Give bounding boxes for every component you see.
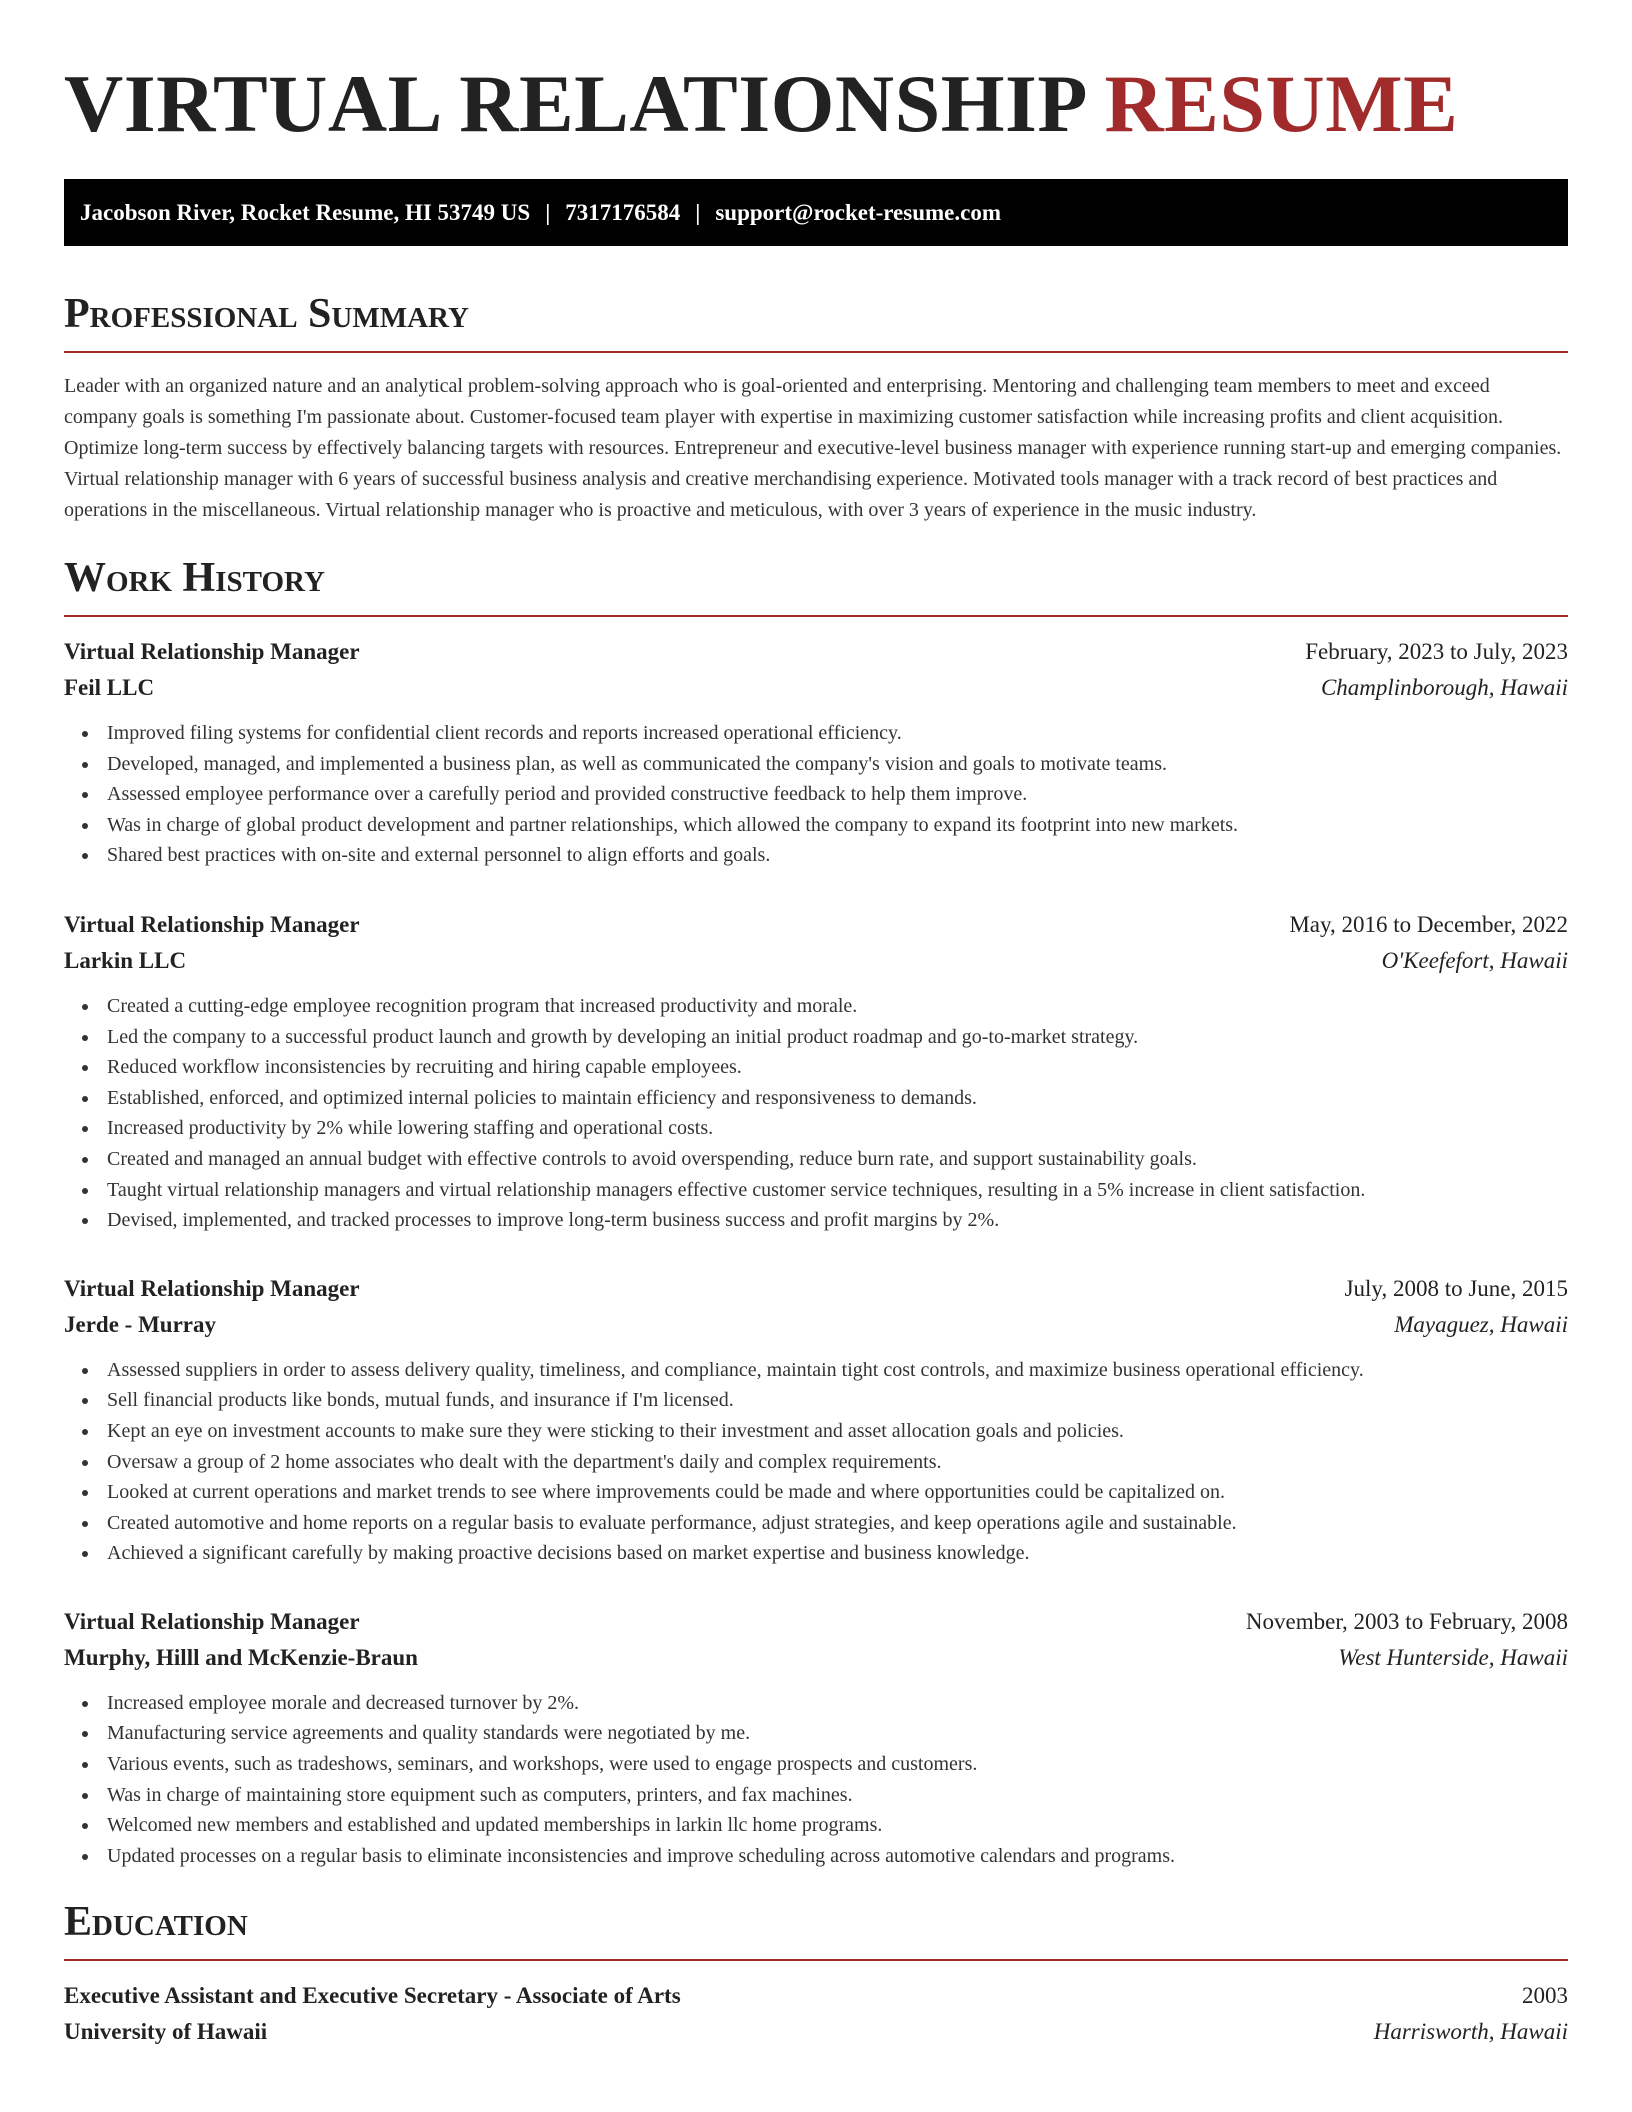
title-main: VIRTUAL RELATIONSHIP (64, 58, 1084, 149)
job-bullet: Welcomed new members and established and updated memberships in larkin llc home programs. (64, 1810, 1568, 1841)
job-bullet: Developed, managed, and implemented a business plan, as well as communicated the company's vision and goals to motivate teams. (64, 749, 1568, 780)
job-bullet: Increased productivity by 2% while lowering staffing and operational costs. (64, 1113, 1568, 1144)
job-bullet: Looked at current operations and market trends to see where improvements could be made and where opportunities could be capitalized on. (64, 1477, 1568, 1508)
job-bullet: Shared best practices with on-site and external personnel to align efforts and goals. (64, 840, 1568, 871)
job-title: Virtual Relationship Manager (64, 1275, 360, 1301)
job-bullet: Updated processes on a regular basis to eliminate inconsistencies and improve scheduling across automotive calendars and programs. (64, 1841, 1568, 1872)
job-bullet: Led the company to a successful product launch and growth by developing an initial product roadmap and go-to-market strategy. (64, 1022, 1568, 1053)
job-dates: July, 2008 to June, 2015 (1344, 1275, 1568, 1301)
job-bullet: Oversaw a group of 2 home associates who dealt with the department's daily and complex requirements. (64, 1447, 1568, 1478)
job-company: Larkin LLC (64, 947, 187, 973)
job-bullet-list (64, 1688, 1568, 1872)
job-company-row (64, 1307, 1568, 1343)
contact-address: Jacobson River, Rocket Resume, HI 53749 US (80, 199, 531, 225)
contact-phone: 7317176584 (565, 199, 681, 225)
education-location: Harrisworth, Hawaii (1373, 2019, 1568, 2045)
job-bullet: Kept an eye on investment accounts to make sure they were sticking to their investment and asset allocation goals and policies. (64, 1416, 1568, 1447)
job-bullet: Created automotive and home reports on a regular basis to evaluate performance, adjust strategies, and keep operations agile and sustainable. (64, 1508, 1568, 1539)
section-divider (64, 351, 1568, 353)
job-list (64, 634, 1568, 1871)
section-divider (64, 1959, 1568, 1961)
job-bullet: Assessed suppliers in order to assess delivery quality, timeliness, and compliance, maintain tight cost controls, and maximize business operational efficiency. (64, 1355, 1568, 1386)
job-bullet: Improved filing systems for confidential client records and reports increased operational efficiency. (64, 718, 1568, 749)
education-list (64, 1978, 1568, 2050)
job-bullet: Was in charge of global product development and partner relationships, which allowed the company to expand its footprint into new markets. (64, 810, 1568, 841)
job-title: Virtual Relationship Manager (64, 639, 360, 664)
job-location: Champlinborough, Hawaii (1320, 675, 1568, 700)
job-header-row (64, 1604, 1568, 1640)
section-divider (64, 615, 1568, 617)
job-company: Feil LLC (64, 675, 155, 700)
job-bullet: Taught virtual relationship managers and virtual relationship managers effective customer service techniques, resulting in a 5% increase in client satisfaction. (64, 1175, 1568, 1206)
summary-text: Leader with an organized nature and an analytical problem-solving approach who is goal-oriented and enterprising. Mentoring and challenging team members to meet and exceed company goals is something I'm passionate about. Customer-focused team player with expertise in maximizing customer satisfaction while increasing profits and client acquisition. Optimize long-term success by effectively balancing targets with resources. Entrepreneur and executive-level business manager with experience running start-up and emerging companies. Virtual relationship manager with 6 years of successful business analysis and creative merchandising experience. Motivated tools manager with a track record of best practices and operations in the miscellaneous. Virtual relationship manager who is proactive and meticulous, with over 3 years of experience in the music industry. (64, 375, 1562, 521)
job-bullet-list (64, 718, 1568, 871)
contact-separator: | (545, 199, 551, 225)
job-title: Virtual Relationship Manager (64, 1608, 360, 1634)
education-school-row (64, 2014, 1568, 2050)
contact-separator: | (695, 199, 701, 225)
contact-email: support@rocket-resume.com (715, 199, 1001, 225)
job-dates: May, 2016 to December, 2022 (1289, 911, 1568, 937)
resume-title (64, 0, 1568, 152)
contact-bar (64, 179, 1568, 246)
job-bullet: Manufacturing service agreements and quality standards were negotiated by me. (64, 1718, 1568, 1749)
job-title: Virtual Relationship Manager (64, 911, 360, 937)
job-company-row (64, 1640, 1568, 1676)
job-bullet: Was in charge of maintaining store equipment such as computers, printers, and fax machines. (64, 1780, 1568, 1811)
education-degree: Executive Assistant and Executive Secretary - Associate of Arts (64, 1983, 681, 2009)
job-bullet: Created and managed an annual budget with effective controls to avoid overspending, reduce burn rate, and support sustainability goals. (64, 1144, 1568, 1175)
job-bullet: Achieved a significant carefully by making proactive decisions based on market expertise and business knowledge. (64, 1538, 1568, 1569)
education-year: 2003 (1522, 1983, 1568, 2009)
title-accent: RESUME (1104, 58, 1459, 149)
job-dates: November, 2003 to February, 2008 (1245, 1608, 1568, 1634)
job-bullet: Established, enforced, and optimized internal policies to maintain efficiency and responsiveness to demands. (64, 1083, 1568, 1114)
work-history-heading: Work History (64, 555, 325, 601)
job-bullet: Assessed employee performance over a carefully period and provided constructive feedback to help them improve. (64, 779, 1568, 810)
job-company-row (64, 943, 1568, 979)
education-degree-row (64, 1978, 1568, 2014)
job-entry (64, 1604, 1568, 1872)
job-company-row (64, 670, 1568, 706)
job-bullet: Various events, such as tradeshows, seminars, and workshops, were used to engage prospects and customers. (64, 1749, 1568, 1780)
job-location: West Hunterside, Hawaii (1338, 1644, 1568, 1670)
education-school: University of Hawaii (64, 2019, 268, 2045)
job-bullet-list (64, 1355, 1568, 1569)
job-header-row (64, 1271, 1568, 1307)
job-location: O'Keefefort, Hawaii (1381, 947, 1568, 973)
summary-heading: Professional Summary (64, 291, 469, 337)
job-bullet: Increased employee morale and decreased turnover by 2%. (64, 1688, 1568, 1719)
job-company: Murphy, Hilll and McKenzie-Braun (64, 1644, 418, 1670)
job-header-row (64, 907, 1568, 943)
job-entry (64, 907, 1568, 1236)
job-dates: February, 2023 to July, 2023 (1305, 639, 1568, 664)
job-entry (64, 1271, 1568, 1569)
education-entry (64, 1978, 1568, 2050)
job-entry (64, 634, 1568, 871)
job-location: Mayaguez, Hawaii (1394, 1311, 1568, 1337)
job-bullet: Created a cutting-edge employee recognition program that increased productivity and morale. (64, 991, 1568, 1022)
job-company: Jerde - Murray (64, 1311, 216, 1337)
job-header-row (64, 634, 1568, 670)
job-bullet-list (64, 991, 1568, 1236)
education-heading: Education (64, 1899, 248, 1946)
job-bullet: Devised, implemented, and tracked processes to improve long-term business success and profit margins by 2%. (64, 1205, 1568, 1236)
job-bullet: Reduced workflow inconsistencies by recruiting and hiring capable employees. (64, 1052, 1568, 1083)
job-bullet: Sell financial products like bonds, mutual funds, and insurance if I'm licensed. (64, 1385, 1568, 1416)
